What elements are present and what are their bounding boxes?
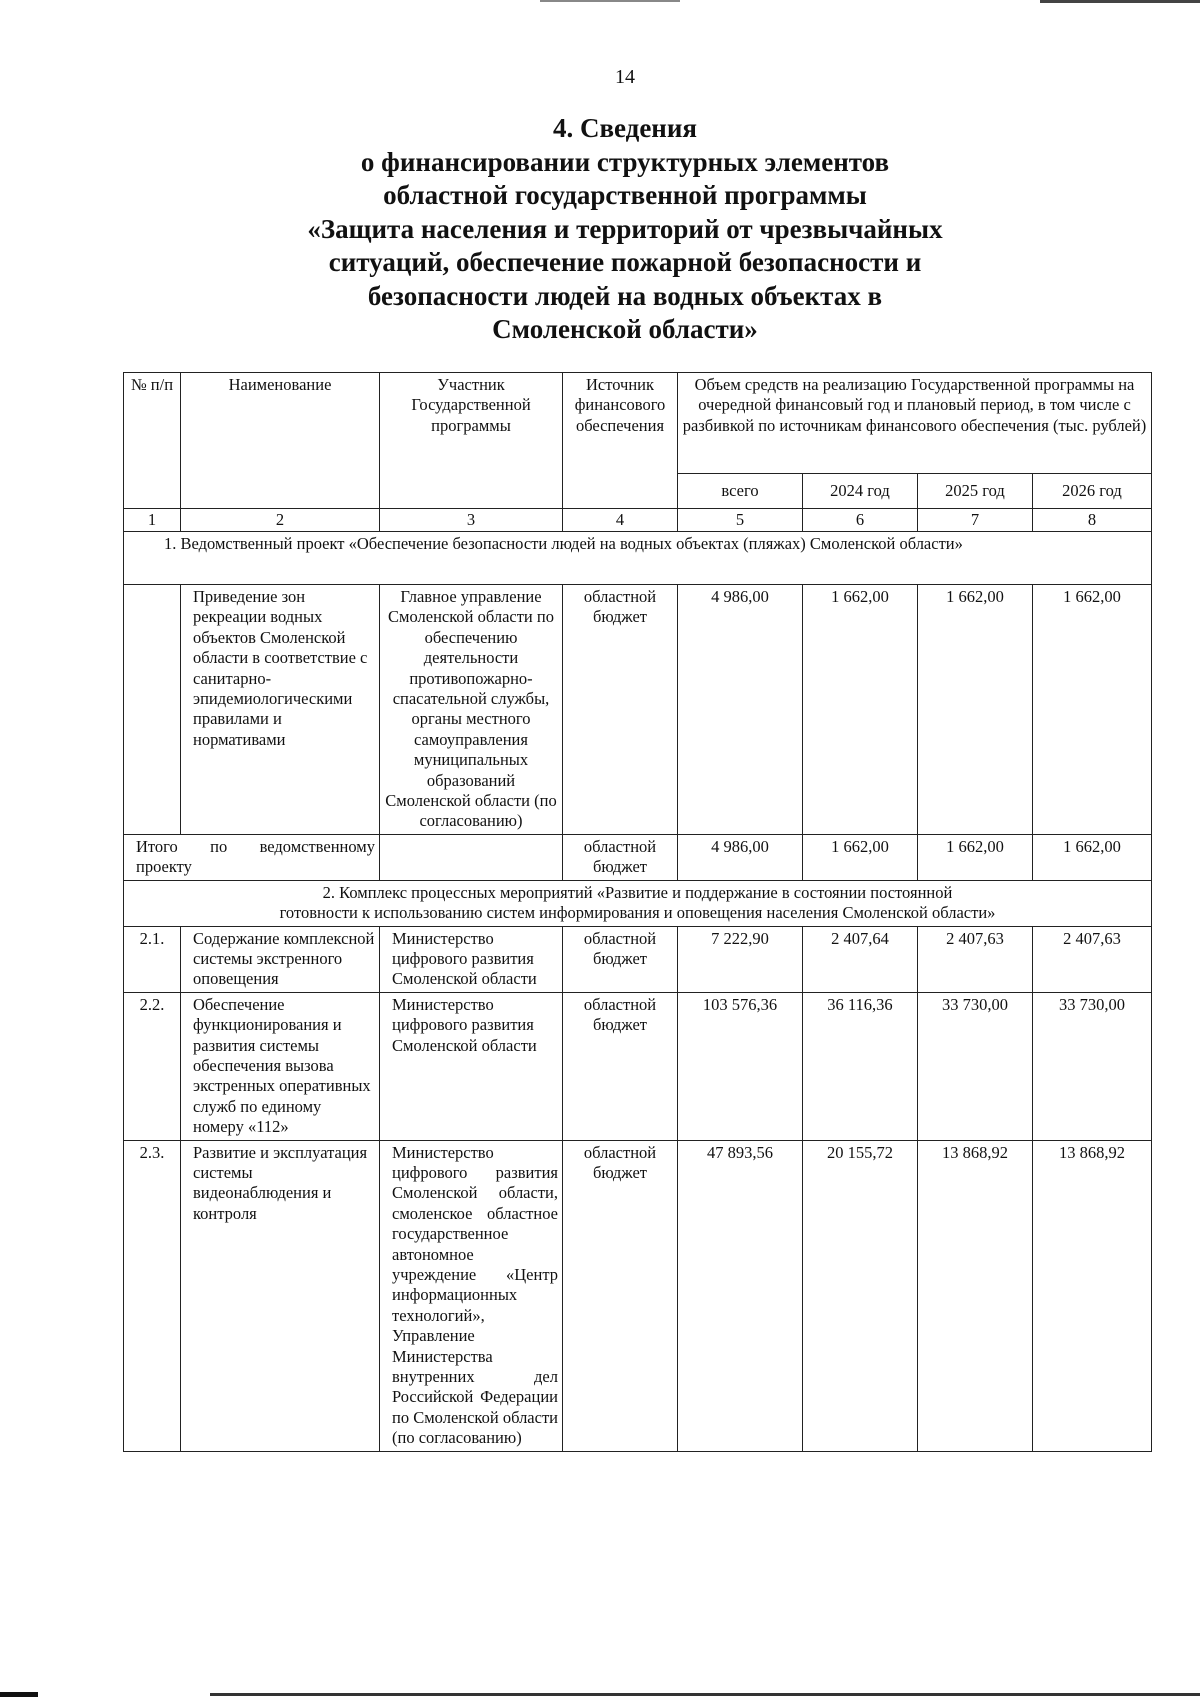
table-row: [124, 1140, 1152, 1451]
header-num: № п/п: [124, 373, 181, 509]
row-2026: 1 662,00: [1033, 585, 1152, 835]
column-index: 6: [803, 509, 918, 532]
totals-label: Итого по ведомственному проекту: [124, 834, 380, 880]
column-index: 3: [380, 509, 563, 532]
row-2024: 1 662,00: [803, 585, 918, 835]
row-participant: Министерство цифрового развития Смоленской области: [380, 992, 563, 1140]
row-2024: 20 155,72: [803, 1140, 918, 1451]
table-header-row: [124, 373, 1152, 474]
row-source: областной бюджет: [563, 585, 678, 835]
row-2025: 2 407,63: [918, 926, 1033, 992]
row-2025: 1 662,00: [918, 585, 1033, 835]
title-line: «Защита населения и территорий от чрезвычайных: [307, 213, 943, 244]
totals-source: областной бюджет: [563, 834, 678, 880]
row-name: Обеспечение функционирования и развития системы обеспечения вызова экстренных оперативных служб по единому номеру «112»: [181, 992, 380, 1140]
column-index: 8: [1033, 509, 1152, 532]
column-index: 5: [678, 509, 803, 532]
section-row: [124, 880, 1152, 926]
table-row: [124, 926, 1152, 992]
row-source: областной бюджет: [563, 1140, 678, 1451]
row-name: Содержание комплексной системы экстренного оповещения: [181, 926, 380, 992]
column-index: 7: [918, 509, 1033, 532]
section-2-title-line: 2. Комплекс процессных мероприятий «Развитие и поддержание в состоянии постоянной: [322, 882, 953, 902]
row-total: 4 986,00: [678, 585, 803, 835]
header-source: Источник финансового обеспечения: [563, 373, 678, 509]
row-total: 103 576,36: [678, 992, 803, 1140]
document-title: [0, 112, 1200, 347]
row-2024: 2 407,64: [803, 926, 918, 992]
row-total: 47 893,56: [678, 1140, 803, 1451]
column-index-row: [124, 509, 1152, 532]
column-index: 2: [181, 509, 380, 532]
totals-total: 4 986,00: [678, 834, 803, 880]
section-row: [124, 532, 1152, 585]
totals-row: [124, 834, 1152, 880]
title-line: о финансировании структурных элементов: [360, 146, 890, 177]
financing-table: [123, 372, 1152, 1452]
row-name: Приведение зон рекреации водных объектов Смоленской области в соответствие с санитарно-эпидемиологическими правилами и нормативами: [181, 585, 380, 835]
row-2025: 13 868,92: [918, 1140, 1033, 1451]
totals-2025: 1 662,00: [918, 834, 1033, 880]
header-2026: 2026 год: [1033, 474, 1152, 509]
title-line: областной государственной программы: [383, 180, 867, 210]
header-2024: 2024 год: [803, 474, 918, 509]
header-name: Наименование: [181, 373, 380, 509]
row-2026: 13 868,92: [1033, 1140, 1152, 1451]
row-participant: Министерство цифрового развития Смоленской области, смоленское областное государственное автономное учреждение «Центр информационных технологий», Управление Министерства внутренних дел Российской Федерации по Смоленской области (по согласованию): [380, 1140, 563, 1451]
header-participant: Участник Государственной программы: [380, 373, 563, 509]
row-participant: Министерство цифрового развития Смоленской области: [380, 926, 563, 992]
header-total: всего: [678, 474, 803, 509]
row-participant: Главное управление Смоленской области по обеспечению деятельности противопожарно-спасательной службы, органы местного самоуправления муниципальных образований Смоленской области (по согласованию): [380, 585, 563, 835]
section-1-title: 1. Ведомственный проект «Обеспечение безопасности людей на водных объектах (пляжах) Смоленской области»: [124, 532, 1152, 585]
title-line: Смоленской области»: [492, 314, 758, 344]
section-2-title: [124, 880, 1152, 926]
title-line: безопасности людей на водных объектах в: [367, 280, 883, 311]
header-volume: Объем средств на реализацию Государственной программы на очередной финансовый год и плановый период, в том числе с разбивкой по источникам финансового обеспечения (тыс. рублей): [678, 373, 1152, 474]
totals-participant: [380, 834, 563, 880]
row-total: 7 222,90: [678, 926, 803, 992]
row-source: областной бюджет: [563, 992, 678, 1140]
row-source: областной бюджет: [563, 926, 678, 992]
section-2-title-line: готовности к использованию систем информирования и оповещения населения Смоленской области»: [279, 903, 996, 923]
scan-edge-top: [0, 0, 1200, 4]
title-line: ситуаций, обеспечение пожарной безопасности и: [328, 247, 922, 277]
page-number: 14: [615, 66, 635, 88]
totals-2024: 1 662,00: [803, 834, 918, 880]
row-name: Развитие и эксплуатация системы видеонаблюдения и контроля: [181, 1140, 380, 1451]
totals-2026: 1 662,00: [1033, 834, 1152, 880]
table-row: [124, 585, 1152, 835]
row-num: 2.2.: [124, 992, 181, 1140]
row-2026: 33 730,00: [1033, 992, 1152, 1140]
row-2025: 33 730,00: [918, 992, 1033, 1140]
column-index: 4: [563, 509, 678, 532]
column-index: 1: [124, 509, 181, 532]
row-2024: 36 116,36: [803, 992, 918, 1140]
title-line: 4. Сведения: [552, 113, 698, 143]
row-num: 2.3.: [124, 1140, 181, 1451]
header-2025: 2025 год: [918, 474, 1033, 509]
row-2026: 2 407,63: [1033, 926, 1152, 992]
row-num: [124, 585, 181, 835]
scan-edge-bottom: [0, 1692, 1200, 1698]
row-num: 2.1.: [124, 926, 181, 992]
table-row: [124, 992, 1152, 1140]
